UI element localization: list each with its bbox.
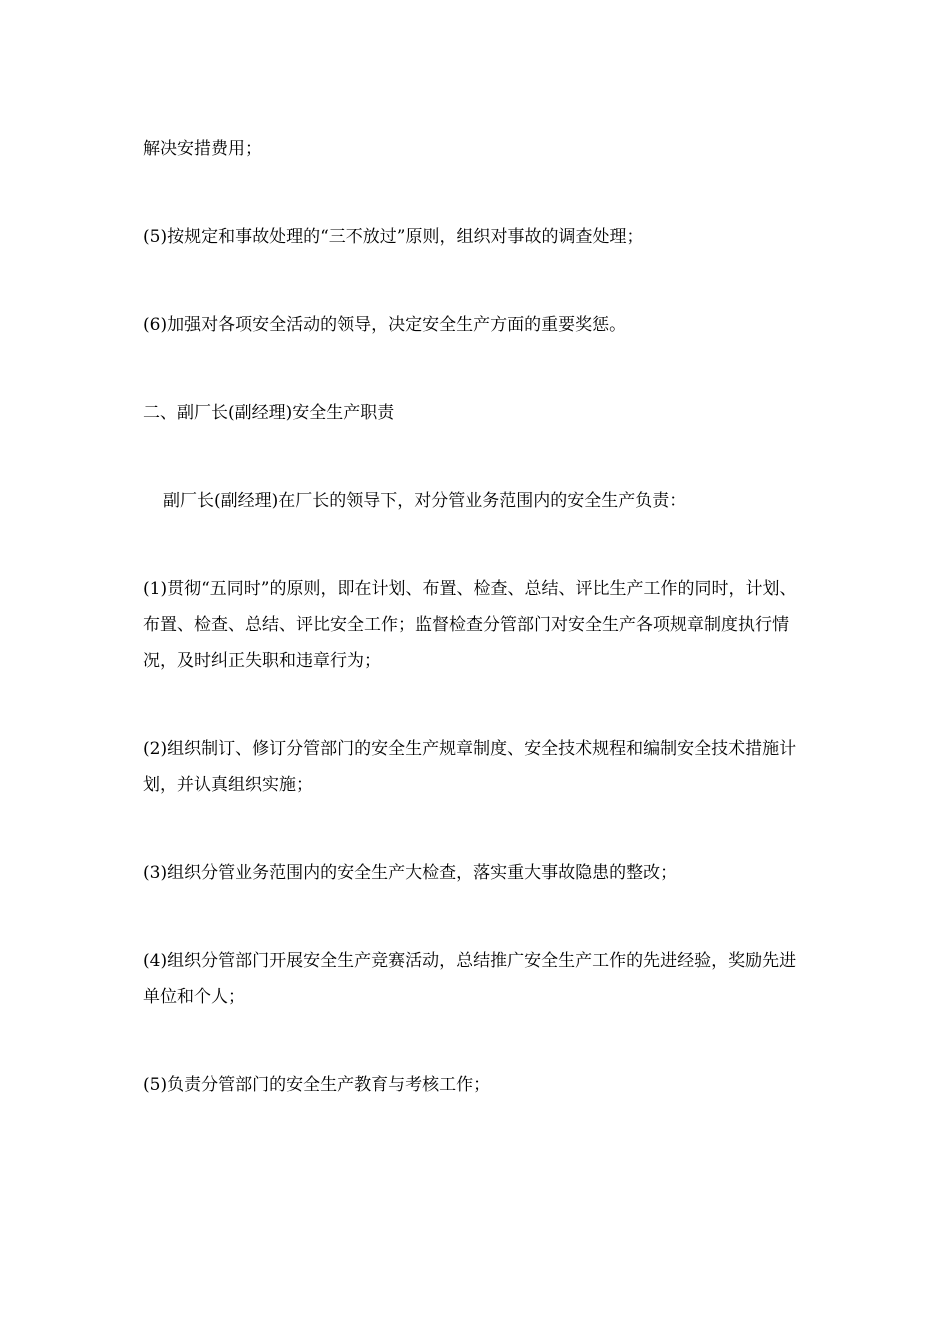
list-item-5: (5)负责分管部门的安全生产教育与考核工作； <box>143 1075 491 1095</box>
section-heading: 二、副厂长(副经理)安全生产职责 <box>143 403 395 423</box>
list-item-2: (2)组织制订、修订分管部门的安全生产规章制度、安全技术规程和编制安全技术措施计划，并认真组织实施； <box>143 739 797 795</box>
document-body <box>143 131 808 1103</box>
list-item-4: (4)组织分管部门开展安全生产竞赛活动，总结推广安全生产工作的先进经验，奖励先进单位和个人； <box>143 951 797 1007</box>
section-intro: 副厂长(副经理)在厂长的领导下，对分管业务范围内的安全生产负责： <box>163 491 687 511</box>
paragraph-1: 解决安措费用； <box>143 139 262 159</box>
paragraph-2: (5)按规定和事故处理的“三不放过”原则，组织对事故的调查处理； <box>143 227 644 247</box>
list-item-3: (3)组织分管业务范围内的安全生产大检查，落实重大事故隐患的整改； <box>143 863 678 883</box>
list-item-1: (1)贯彻“五同时”的原则，即在计划、布置、检查、总结、评比生产工作的同时，计划、布置、检查、总结、评比安全工作；监督检查分管部门对安全生产各项规章制度执行情况，及时纠正失职和违章行为； <box>143 579 797 671</box>
paragraph-3: (6)加强对各项安全活动的领导，决定安全生产方面的重要奖惩。 <box>143 315 627 335</box>
